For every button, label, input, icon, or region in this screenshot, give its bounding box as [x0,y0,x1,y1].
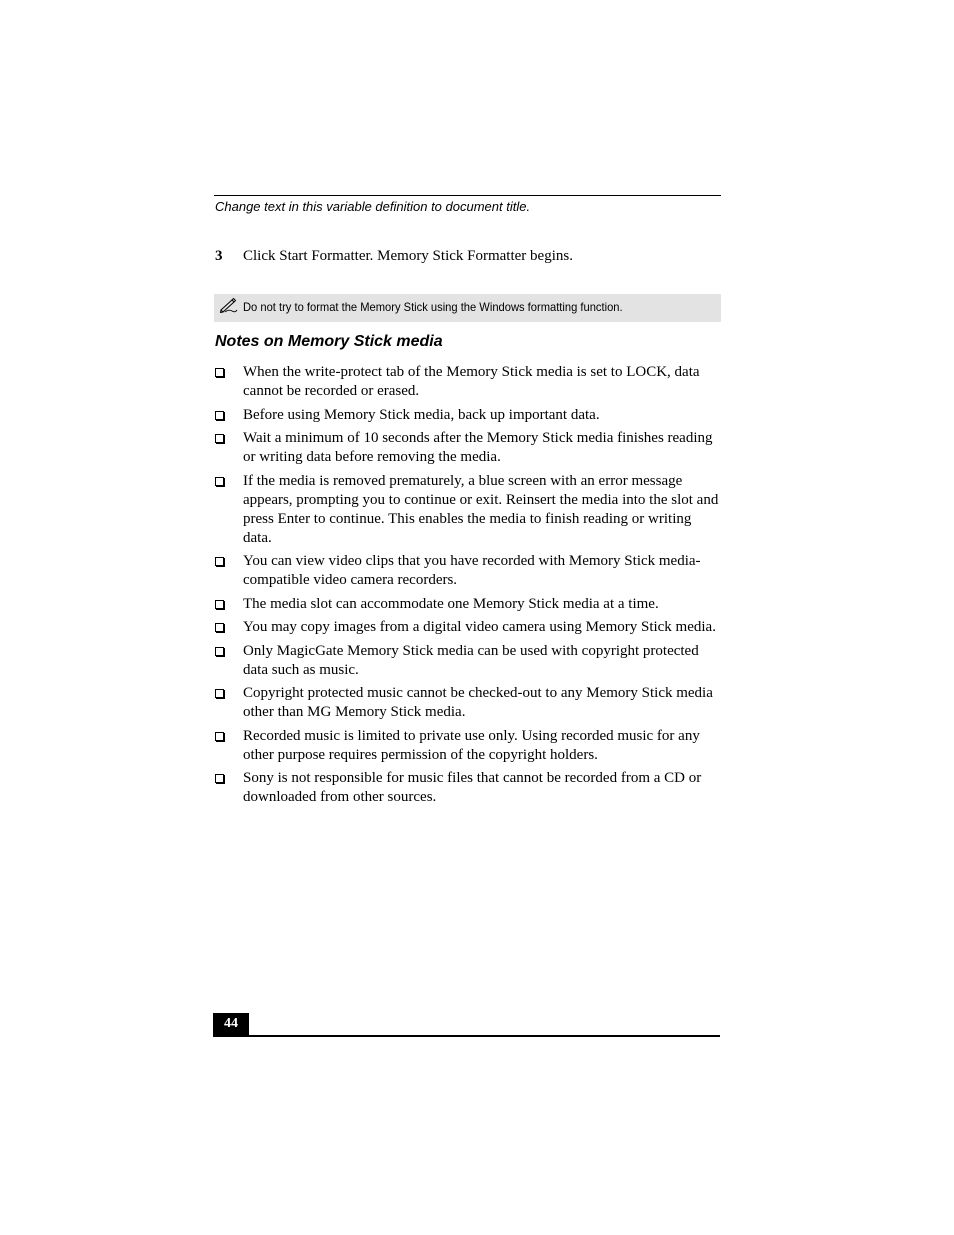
list-item-text: You can view video clips that you have recorded with Memory Stick media-compatible video camera recorders. [243,553,701,588]
checkbox-bullet-icon [215,368,224,377]
list-item [215,429,721,467]
page-number: 44 [224,1016,238,1031]
list-item-text: The media slot can accommodate one Memory Stick media at a time. [243,595,659,612]
step-text: Click Start Formatter. Memory Stick Formatter begins. [243,248,573,264]
checkbox-bullet-icon [215,434,224,443]
list-item-text: Only MagicGate Memory Stick media can be used with copyright protected data such as music. [243,642,699,678]
pencil-note-icon [220,297,238,313]
list-item [215,472,721,548]
list-item [215,618,721,637]
list-item [215,363,721,401]
checkbox-bullet-icon [215,647,224,656]
list-item-text: Recorded music is limited to private use only. Using recorded music for any other purpose requires permission of the copyright holders. [243,727,700,763]
note-text: Do not try to format the Memory Stick using the Windows formatting function. [243,300,623,314]
checkbox-bullet-icon [215,774,224,783]
list-item-text: When the write-protect tab of the Memory Stick media is set to LOCK, data cannot be recorded or erased. [243,364,700,399]
checkbox-bullet-icon [215,411,224,420]
list-item [215,642,721,680]
list-item-text: Sony is not responsible for music files that cannot be recorded from a CD or downloaded from other sources. [243,770,702,805]
list-item-text: Copyright protected music cannot be checked-out to any Memory Stick media other than MG Memory Stick media. [243,685,713,720]
footer-rule [213,1035,720,1037]
list-item [215,406,721,425]
list-item [215,684,721,722]
header-rule [214,195,721,196]
list-item [215,769,721,807]
list-item [215,727,721,765]
list-item-text: Before using Memory Stick media, back up important data. [243,406,600,423]
checkbox-bullet-icon [215,689,224,698]
running-header: Change text in this variable definition to document title. [215,199,531,214]
checkbox-bullet-icon [215,732,224,741]
list-item-text: You may copy images from a digital video camera using Memory Stick media. [243,619,716,635]
checkbox-bullet-icon [215,623,224,632]
step-number: 3 [215,248,223,264]
notes-list [215,363,721,812]
checkbox-bullet-icon [215,557,224,566]
list-item-text: If the media is removed prematurely, a blue screen with an error message appears, prompting you to continue or exit. Reinsert the media into the slot and press Enter to continue. This enables the media to finish reading or writing data. [243,472,719,546]
section-title: Notes on Memory Stick media [215,333,443,350]
note-box [214,294,721,322]
page-number-badge [213,1013,249,1035]
list-item [215,552,721,590]
list-item-text: Wait a minimum of 10 seconds after the Memory Stick media finishes reading or writing data before removing the media. [243,430,713,465]
list-item [215,595,721,614]
checkbox-bullet-icon [215,477,224,486]
checkbox-bullet-icon [215,600,224,609]
